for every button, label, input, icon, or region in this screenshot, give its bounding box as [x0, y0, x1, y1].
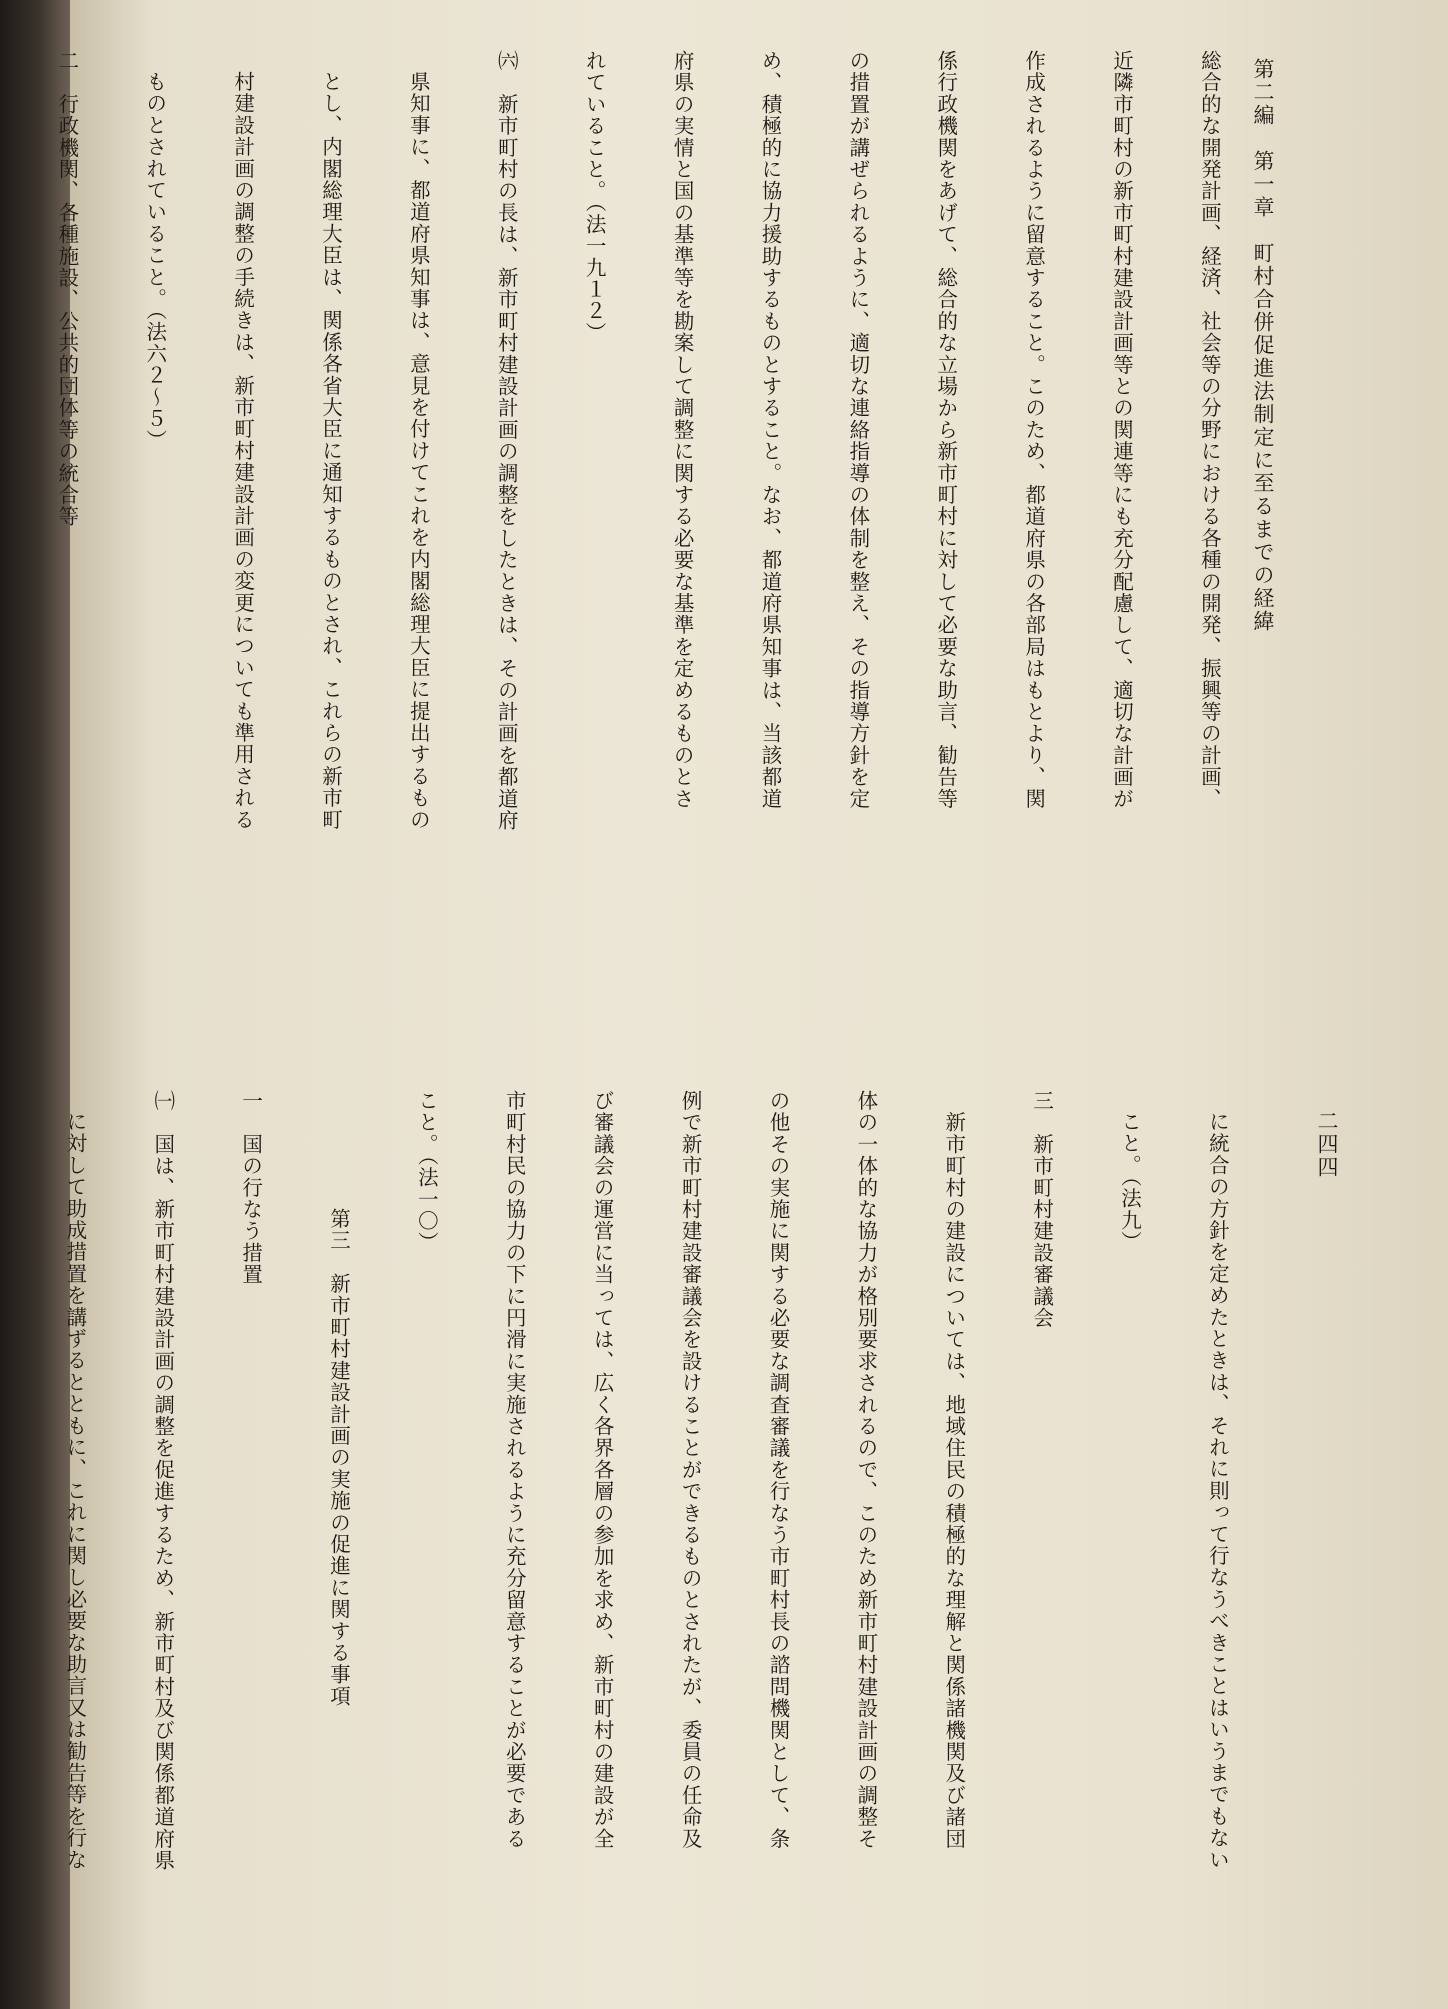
text-line: ものとされていること。（法六２〜５） [142, 71, 167, 452]
text-line: ㈠ 国は、新市町村建設計画の調整を促進するため、新市町村及び関係都道府県 [150, 1090, 175, 1872]
text-line: に対して助成措置を講ずるとともに、これに関し必要な助言又は勧告等を行な [62, 1111, 87, 1871]
text-line: 総合的な開発計画、経済、社会等の分野における各種の開発、振興等の計画、 [1197, 50, 1222, 810]
text-line: の他その実施に関する必要な調査審議を行なう市町村長の諮問機関として、条 [765, 1090, 790, 1850]
running-head: 第二編 第一章 町村合併促進法制定に至るまでの経緯 [1251, 58, 1275, 633]
text-line: の措置が講ぜられるように、適切な連絡指導の体制を整え、その指導方針を定 [845, 50, 870, 810]
text-line: 係行政機関をあげて、総合的な立場から新市町村に対して必要な助言、勧告等 [933, 50, 958, 810]
section-heading: 二 行政機関、各種施設、公共的団体等の統合等 [54, 50, 79, 528]
section-heading: 三 新市町村建設審議会 [1029, 1090, 1054, 1329]
text-line: に統合の方針を定めたときは、それに則って行なうべきことはいうまでもない [1205, 1111, 1230, 1871]
text-line: こと。（法九） [1117, 1111, 1142, 1253]
text-line: とし、内閣総理大臣は、関係各省大臣に通知するものとされ、これらの新市町 [318, 71, 343, 831]
text-line: 近隣市町村の新市町村建設計画等との関連等にも充分配慮して、適切な計画が [1109, 50, 1134, 810]
text-line: 村建設計画の調整の手続きは、新市町村建設計画の変更についても準用される [230, 71, 255, 831]
text-line: 県知事に、都道府県知事は、意見を付けてこれを内閣総理大臣に提出するもの [406, 71, 431, 831]
text-line: 市町村民の協力の下に円滑に実施されるように充分留意することが必要である [502, 1090, 527, 1850]
text-line: れていること。（法一九１２） [582, 50, 607, 344]
section-heading: 一 国の行なう措置 [238, 1090, 263, 1286]
text-line: 体の一体的な協力が格別要求されるので、このため新市町村建設計画の調整そ [853, 1090, 878, 1850]
text-line: び審議会の運営に当っては、広く各界各層の参加を求め、新市町村の建設が全 [590, 1090, 615, 1850]
lower-text-block [0, 1090, 1290, 1995]
text-line: ㈥ 新市町村の長は、新市町村建設計画の調整をしたときは、その計画を都道府 [494, 50, 519, 832]
upper-text-block [0, 50, 1282, 1060]
text-line [0, 1090, 1, 1995]
text-line: 作成されるように留意すること。このため、都道府県の各部局はもとより、関 [1021, 50, 1046, 810]
page-number: 二四四 [1315, 1110, 1339, 1179]
text-line: め、積極的に協力援助するものとすること。なお、都道府県知事は、当該都道 [757, 50, 782, 810]
text-line: 府県の実情と国の基準等を勘案して調整に関する必要な基準を定めるものとさ [670, 50, 695, 810]
chapter-heading: 第三 新市町村建設計画の実施の促進に関する事項 [326, 1208, 351, 1708]
text-line: 例で新市町村建設審議会を設けることができるものとされたが、委員の任命及 [678, 1090, 703, 1850]
text-line: 新市町村の建設については、地域住民の積極的な理解と関係諸機関及び諸団 [941, 1090, 966, 1850]
text-line: こと。（法一〇） [414, 1090, 439, 1254]
